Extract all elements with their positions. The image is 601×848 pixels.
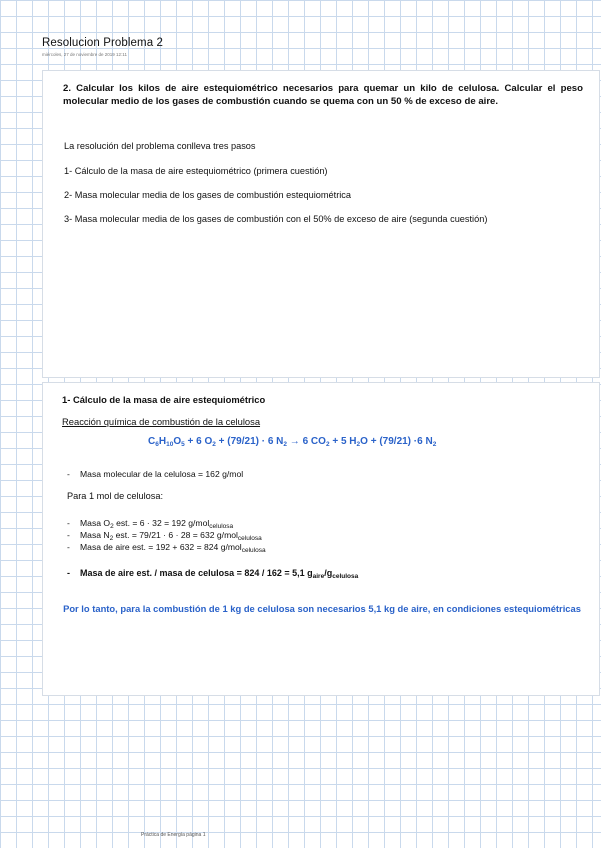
step-1: 1- Cálculo de la masa de aire estequiométrico (primera cuestión)	[64, 166, 328, 176]
arrow-icon: →	[287, 436, 303, 447]
page-footer: Práctica de Energía página 1	[141, 832, 206, 838]
conclusion-text: Por lo tanto, para la combustión de 1 kg de celulosa son necesarios 5,1 kg de aire, en condiciones estequiométricas	[63, 603, 581, 614]
page-dateline: miércoles, 27 de noviembre de 2019 12:11	[42, 52, 127, 57]
intro-text: La resolución del problema conlleva tres pasos	[64, 141, 256, 151]
per-mole-label: Para 1 mol de celulosa:	[67, 491, 164, 501]
n2-mass-line: - Masa $N_2$ est. = 79/21 · 6 · 28 = 632 g/mol$_{celulosa}$	[67, 530, 262, 542]
step-3: 3- Masa molecular media de los gases de combustión con el 50% de exceso de aire (segunda cuestión)	[64, 214, 488, 224]
o2-mass-line: - Masa $O_2$ est. = 6 · 32 = 192 g/mol$_{celulosa}$	[67, 518, 234, 530]
reaction-label: Reacción química de combustión de la celulosa	[62, 416, 261, 427]
combustion-equation: $C_6H_{10}O_5 + 6$ $O_2 + (79/21) \cdot 6$ $N_2 \to 6$ $CO_2 + 5$ $H_2O + (79/21) \cdot 6$ $N_2$	[148, 436, 437, 448]
step-2: 2- Masa molecular media de los gases de combustión estequiométrica	[64, 190, 351, 200]
air-ratio-line: - Masa de aire est. / masa de celulosa = 824 / 162 = 5,1 $g_{aire}/g_{celulosa}$	[67, 568, 359, 580]
problem-question: 2. Calcular los kilos de aire estequiométrico necesarios para quemar un kilo de celulosa. Calcular el peso molecular medio de los gases de combustión cuando se quema con un 50 % de exceso de aire.	[63, 83, 583, 107]
page-title: Resolucion Problema 2	[42, 37, 163, 49]
air-mass-line: - Masa de aire est. = 192 + 632 = 824 g/mol$_{celulosa}$	[67, 542, 266, 554]
molecular-mass-line: - Masa molecular de la celulosa = 162 g/mol	[67, 469, 244, 479]
calculation-panel	[42, 382, 600, 696]
section-heading: 1- Cálculo de la masa de aire estequiométrico	[62, 394, 266, 405]
problem-statement-panel	[42, 70, 600, 378]
